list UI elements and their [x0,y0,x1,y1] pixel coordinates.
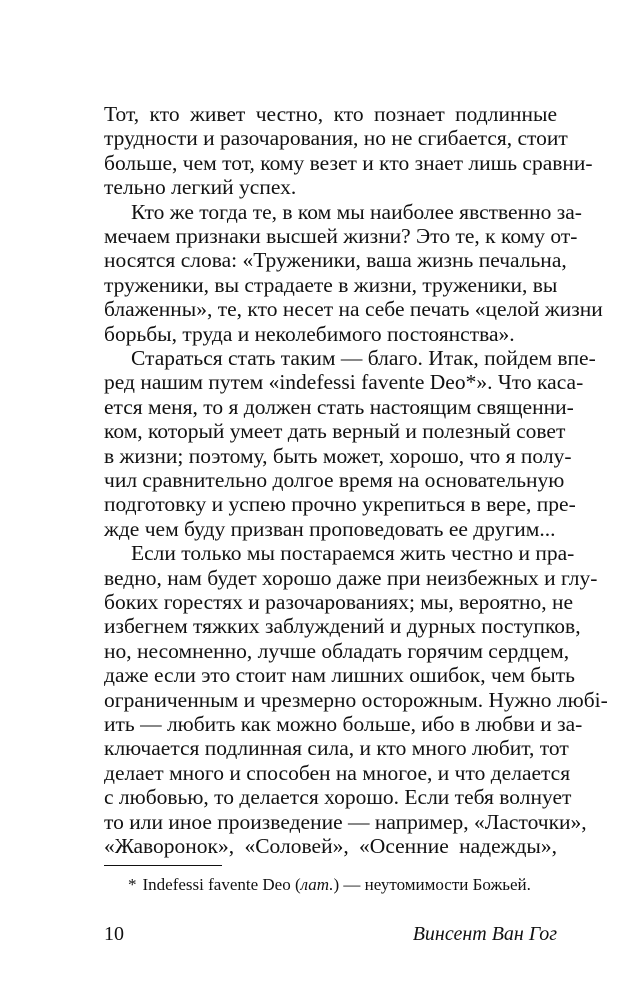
footnote-mark: * [128,875,137,894]
text-line: Тот, кто живет честно, кто познает подлинные [104,102,557,126]
text-line: делает много и способен на многое, и что делается [104,760,571,785]
text-line: тельно легкий успех. [104,175,297,200]
text-line: ключается подлинная сила, и кто много любит, тот [104,736,569,761]
text-line: больше, чем тот, кому везет и кто знает лишь сравни- [104,150,593,175]
text-line: ведно, нам будет хорошо даже при неизбежных и глу- [104,565,598,590]
text-line: трудности и разочарования, но не сгибается, стоит [104,126,568,151]
text-line: с любовью, то делается хорошо. Если тебя волнует [104,785,572,810]
footnote [128,874,531,896]
text-line: подготовку и успею прочно укрепиться в вере, пре- [104,492,576,517]
text-line: блаженны», те, кто несет на себе печать «целой жизни [104,297,603,322]
text-line: труженики, вы страдаете в жизни, труженики, вы [104,272,558,297]
page-number: 10 [104,923,124,945]
text-line: Если только мы постараемся жить честно и пра- [131,541,575,566]
text-line: даже если это стоит нам лишних ошибок, чем быть [104,663,575,688]
text-line: ком, который умеет дать верный и полезный совет [104,419,566,444]
text-line: ется меня, то я должен стать настоящим священни- [104,394,574,419]
footnote-term: Indefessi favente Deo ( [142,875,301,894]
text-line: чил сравнительно долгое время на основательную [104,468,565,492]
text-line: избегнем тяжких заблуждений и дурных поступков, [104,614,581,639]
text-line: но, несомненно, лучше обладать горячим сердцем, [104,638,570,663]
text-line: Стараться стать таким — благо. Итак, пойдем впе- [131,346,596,370]
footnote-divider [104,865,222,866]
text-line: жде чем буду призван проповедовать ее другим... [104,516,556,541]
text-line: «Жаворонок», «Соловей», «Осенние надежды», [104,834,557,858]
text-line: носятся слова: «Труженики, ваша жизнь печальна, [104,248,567,273]
text-line: ить — любить как можно больше, ибо в любви и за- [104,712,583,736]
text-line: Кто же тогда те, в ком мы наиболее явственно за- [131,199,582,224]
text-line: в жизни; поэтому, быть может, хорошо, что я полу- [104,443,572,468]
text-line: ограниченным и чрезмерно осторожным. Нужно любі- [104,687,608,712]
footnote-language: лат. [300,875,334,894]
text-line: ред нашим путем «indefessi favente Deo*». Что каса- [104,370,584,395]
text-line: борьбы, труда и неколебимого постоянства». [104,321,515,346]
text-line: мечаем признаки высшей жизни? Это те, к кому от- [104,224,578,248]
footnote-translation: ) — неутомимости Божьей. [333,875,531,894]
running-title: Винсент Ван Гог [412,923,557,945]
text-line: боких горестях и разочарованиях; мы, вероятно, не [104,590,574,614]
text-line: то или иное произведение — например, «Ласточки», [104,809,587,834]
